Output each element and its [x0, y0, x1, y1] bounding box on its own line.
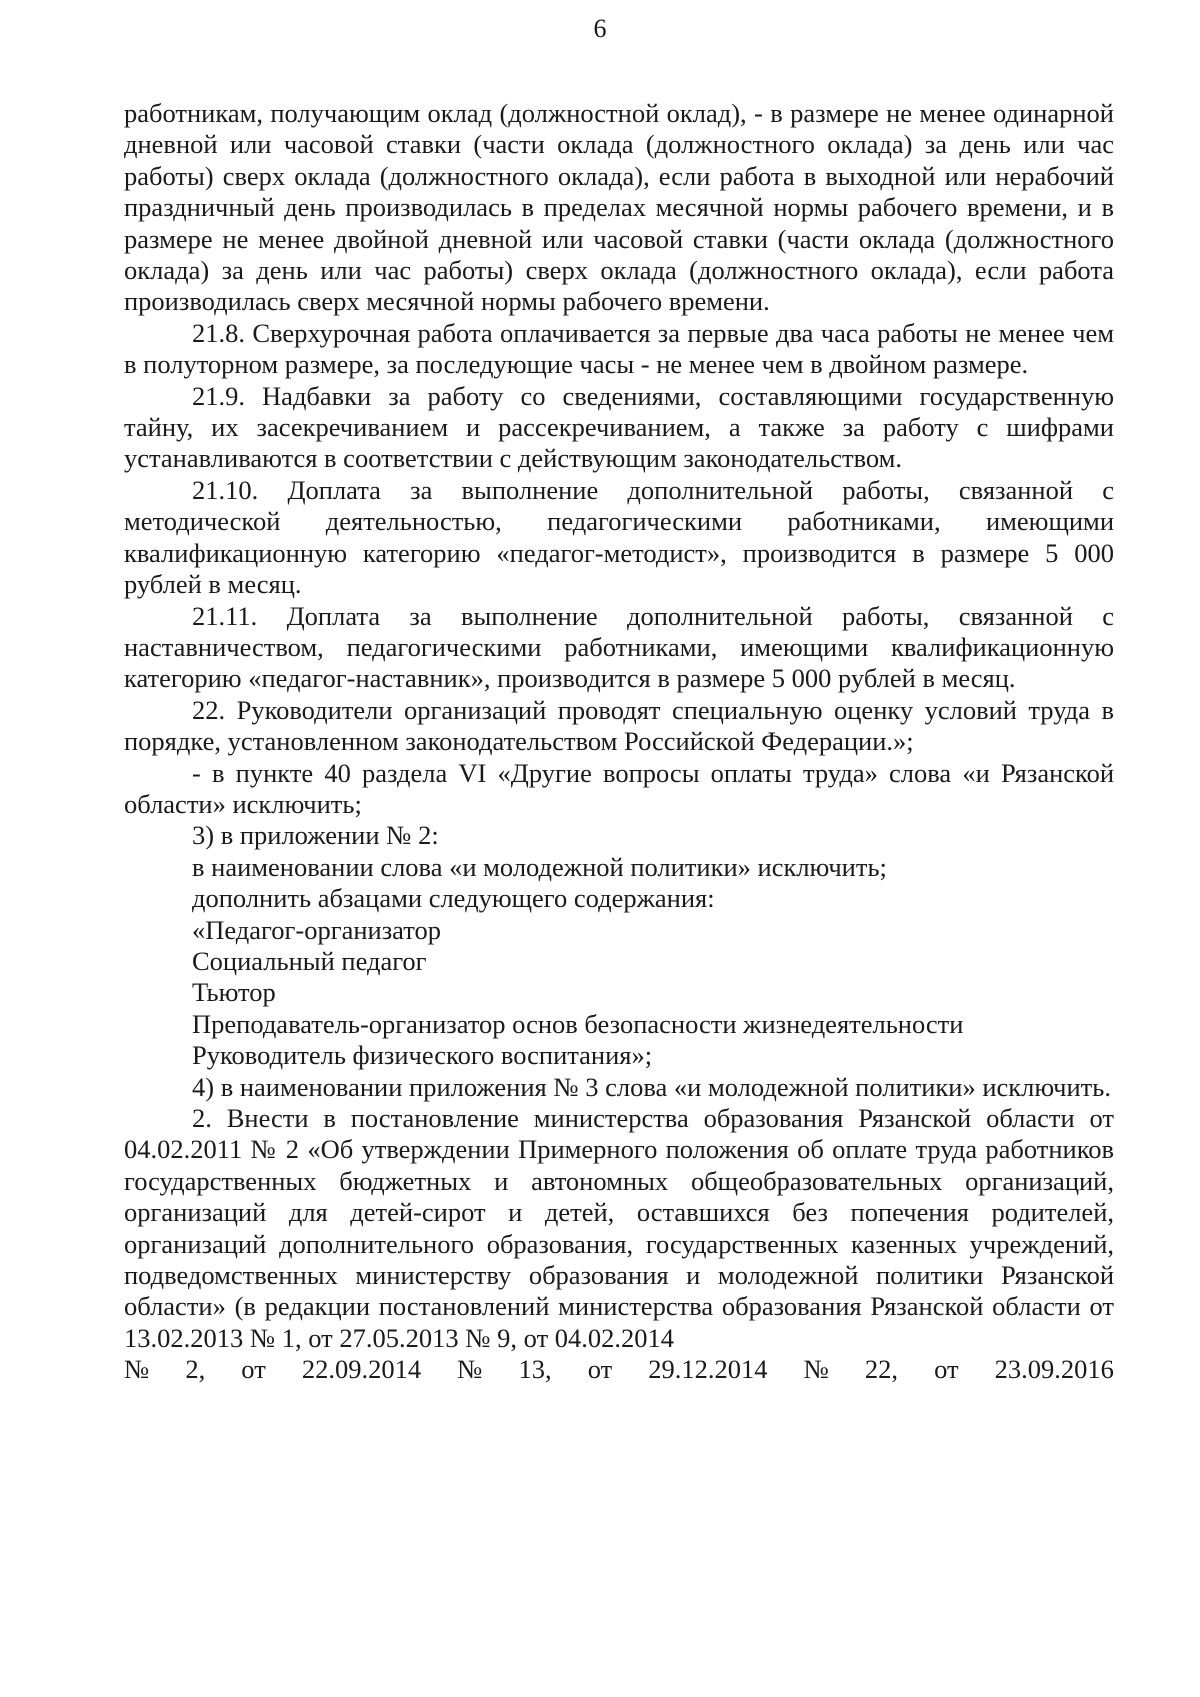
paragraph-21-11: 21.11. Доплата за выполнение дополнительной работы, связанной с наставничеством, педагогическими работниками, имеющими квалификационную категорию «педагог-наставник», производится в размере 5 000 рублей в месяц.: [124, 600, 1114, 694]
page-number: 6: [593, 14, 607, 43]
list-line-position: Преподаватель-организатор основ безопасности жизнедеятельности: [192, 1008, 964, 1039]
final-line-token: №: [124, 1354, 150, 1385]
paragraph-22: 22. Руководители организаций проводят специальную оценку условий труда в порядке, установленном законодательством Российской Федерации.»;: [124, 694, 1114, 757]
final-line-token: от: [241, 1354, 266, 1385]
list-line-position: «Педагог-организатор: [192, 914, 441, 945]
list-line-appendix-2: 3) в приложении № 2:: [192, 820, 439, 851]
list-line-position: Руководитель физического воспитания»;: [192, 1040, 653, 1071]
final-line-token: 13,: [518, 1354, 552, 1385]
final-line-token: от: [934, 1354, 959, 1385]
paragraph-continuation: работникам, получающим оклад (должностной оклад), - в размере не менее одинарной дневной или часовой ставки (части оклада (должностного оклада) за день или час работы) сверх оклада (должностного оклада), если работа в выходной или нерабочий праздничный день производилась в пределах месячной нормы рабочего времени, и в размере не менее двойной дневной или часовой ставки (части оклада (должностного оклада) за день или час работы) сверх оклада (должностного оклада), если работа производилась сверх месячной нормы рабочего времени.: [124, 98, 1114, 317]
final-line-token: от: [587, 1354, 613, 1385]
paragraph-item-40: - в пункте 40 раздела VI «Другие вопросы оплаты труда» слова «и Рязанской области» исключить;: [124, 757, 1114, 819]
final-line-token: 29.12.2014: [648, 1354, 768, 1385]
paragraph-21-9: 21.9. Надбавки за работу со сведениями, составляющими государственную тайну, их засекречиванием и рассекречиванием, а также за работу с шифрами устанавливаются в соответствии с действующим законодательством.: [124, 380, 1114, 474]
paragraph-appendix-3: 4) в наименовании приложения № 3 слова «и молодежной политики» исключить.: [192, 1071, 1111, 1102]
list-line-name-change: в наименовании слова «и молодежной политики» исключить;: [192, 851, 887, 882]
final-line: [124, 1354, 1114, 1385]
final-line-token: №: [457, 1354, 483, 1385]
final-line-token: 23.09.2016: [994, 1354, 1114, 1385]
paragraph-section-2: 2. Внести в постановление министерства образования Рязанской области от 04.02.2011 № 2 «Об утверждении Примерного положения об оплате труда работников государственных бюджетных и автономных общеобразовательных организаций, организаций для детей-сирот и детей, оставшихся без попечения родителей, организаций дополнительного образования, государственных казенных учреждений, подведомственных министерству образования и молодежной политики Рязанской области» (в редакции постановлений министерства образования Рязанской области от 13.02.2013 № 1, от 27.05.2013 № 9, от 04.02.2014: [124, 1103, 1114, 1353]
document-body: [124, 98, 1114, 1386]
list-line-position: Социальный педагог: [192, 945, 427, 976]
final-line-token: 2,: [185, 1354, 206, 1385]
list-line-add-paragraphs: дополнить абзацами следующего содержания:: [192, 883, 715, 914]
final-line-token: №: [803, 1354, 829, 1385]
final-line-token: 22,: [864, 1354, 899, 1385]
paragraph-21-10: 21.10. Доплата за выполнение дополнительной работы, связанной с методической деятельностью, педагогическими работниками, имеющими квалификационную категорию «педагог-методист», производится в размере 5 000 рублей в месяц.: [124, 474, 1114, 600]
list-line-position: Тьютор: [192, 977, 276, 1008]
paragraph-21-8: 21.8. Сверхурочная работа оплачивается за первые два часа работы не менее чем в полуторном размере, за последующие часы - не менее чем в двойном размере.: [124, 317, 1114, 380]
final-line-token: 22.09.2014: [301, 1354, 422, 1385]
